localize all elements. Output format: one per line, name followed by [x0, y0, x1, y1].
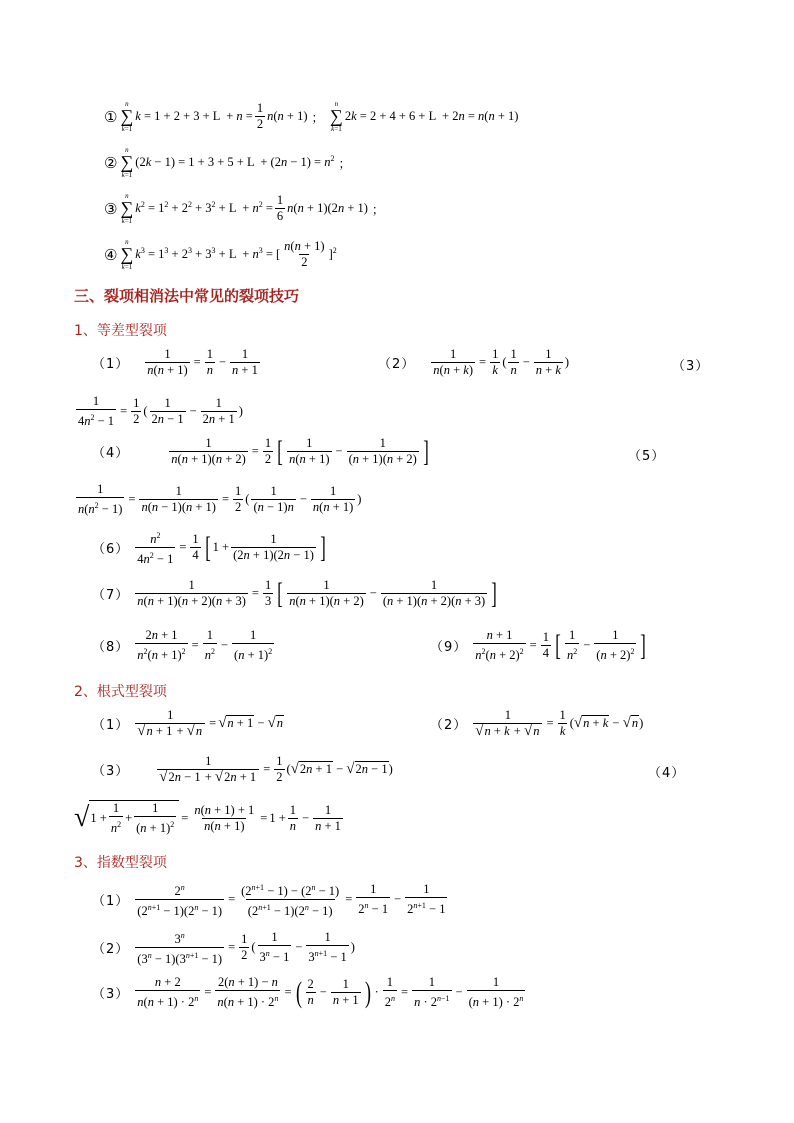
item-label: （5）	[628, 449, 666, 464]
item-label: （9）	[430, 640, 468, 656]
sigma-symbol: n ∑ k=1	[120, 100, 134, 133]
sigma-symbol: n ∑ k=1	[330, 100, 343, 133]
label-circled-1: ①	[104, 107, 118, 126]
item-label: （2）	[430, 718, 468, 733]
item-label: （2）	[92, 942, 130, 958]
item-label: （1）	[92, 357, 130, 372]
label-circled-2: ②	[104, 153, 118, 172]
formula-2: ② n ∑ k=1 $(2k - 1) = 1 + 3 + 5 + L + (2n - 1) = n^2$ ；	[104, 146, 351, 179]
tail-semicolon: ；	[338, 155, 351, 171]
formula-b4-label	[648, 762, 685, 781]
formula-b4: √ 1 + $\frac{1}{n^2}$ + $\frac{1}{(n + 1)^2}$ = $\frac{n(n + 1) + 1}{n(n + 1)}$ = 1 + $\frac{1}{n}$ − $\frac{1}{n + 1}$	[74, 801, 341, 836]
formula-4: ④ n ∑ k=1 $k^3 = 1^3 + 2^3 + 3^3 + L + n^3$ = [ $\frac{n(n + 1)}{2}$ ]$^2$	[104, 238, 337, 271]
formula-a1: （1） $\frac{1}{n(n + 1)}$ = $\frac{1}{n}$ − $\frac{1}{n + 1}$	[92, 347, 258, 377]
item-label: （3）	[92, 987, 130, 1003]
item-label: （3）	[92, 764, 130, 779]
sigma-symbol: n ∑ k=1	[120, 146, 134, 179]
label-circled-4: ④	[104, 245, 118, 264]
item-label: （7）	[92, 588, 130, 603]
item-label: （8）	[92, 640, 130, 656]
item-label: （6）	[92, 542, 130, 558]
formula-1: ① n ∑ k=1 k = 1 + 2 + 3 + L + n = $\frac{1}{2}$ n(n + 1) ； n ∑ k=1 2k = 2 + 4 + 6 + L + 2n = n(n + 1)	[104, 100, 519, 133]
item-label: （1）	[92, 894, 130, 910]
formula-b2: （2） $\frac{1}{√n + k + √n}$ = $\frac{1}{k}$ (√n + k − √n)	[430, 708, 644, 739]
item-label: （3）	[672, 359, 710, 374]
section-title: 三、裂项相消法中常见的裂项技巧	[74, 287, 300, 305]
formula-c2: （2） $\frac{3^n}{(3^n - 1)(3^{n+1} - 1)}$ = $\frac{1}{2}$ ( $\frac{1}{3^n - 1}$ − $\frac{1}{3^{n+1} - 1}$ )	[92, 930, 355, 967]
formula-c1: （1） $\frac{2^n}{(2^{n+1} - 1)(2^n - 1)}$ = $\frac{(2^{n+1} - 1) - (2^n - 1)}{(2^{n+1} - 1)(2^n - 1)}$ = $\frac{1}{2^n - 1}$ − $\frac{1}{2^{n+1} - 1}$	[92, 882, 446, 919]
formula-3: ③ n ∑ k=1 $k^2 = 1^2 + 2^2 + 3^2 + L + n^2$ = $\frac{1}{6}$ n(n + 1)(2n + 1) ；	[104, 192, 385, 225]
formula-a2: （2） $\frac{1}{n(n + k)}$ = $\frac{1}{k}$ ( $\frac{1}{n}$ − $\frac{1}{n + k}$ )	[378, 347, 570, 377]
formula-a5-label	[628, 445, 665, 464]
sigma-symbol: n ∑ k=1	[120, 192, 134, 225]
label-circled-3: ③	[104, 199, 118, 218]
formula-a3-label	[672, 355, 709, 374]
formula-a4: （4） $\frac{1}{n(n + 1)(n + 2)}$ = $\frac{1}{2}$ [ $\frac{1}{n(n + 1)}$ − $\frac{1}{(n + 1)(n + 2)}$ ]	[92, 434, 429, 468]
formula-a6: （6） $\frac{n^2}{4n^2 - 1}$ = $\frac{1}{4}$ [ 1 + $\frac{1}{(2n + 1)(2n - 1)}$ ]	[92, 530, 326, 567]
sigma-symbol: n ∑ k=1	[120, 238, 134, 271]
subsection-title-exponential: 3、指数型裂项	[74, 855, 167, 871]
subsection-title-radical: 2、根式型裂项	[74, 684, 167, 700]
formula-a7: （7） $\frac{1}{n(n + 1)(n + 2)(n + 3)}$ = $\frac{1}{3}$ [ $\frac{1}{n(n + 1)(n + 2)}$ − $\frac{1}{(n + 1)(n + 2)(n + 3)}$ ]	[92, 576, 497, 610]
formula-a3: $\frac{1}{4n^2 - 1}$ = $\frac{1}{2}$ ( $\frac{1}{2n - 1}$ − $\frac{1}{2n + 1}$ )	[78, 394, 243, 429]
item-label: （4）	[648, 766, 686, 781]
formula-a8: （8） $\frac{2n + 1}{n^2(n + 1)^2}$ = $\frac{1}{n^2}$ − $\frac{1}{(n + 1)^2}$	[92, 628, 273, 663]
formula-b1: （1） $\frac{1}{√n + 1 + √n}$ = √n + 1 − √n	[92, 708, 284, 739]
formula-b3: （3） $\frac{1}{√2n - 1 + √2n + 1}$ = $\frac{1}{2}$ (√2n + 1 − √2n − 1)	[92, 754, 393, 785]
separator: ；	[311, 109, 324, 125]
subsection-title-arithmetic: 1、等差型裂项	[74, 323, 167, 339]
item-label: （1）	[92, 718, 130, 733]
formula-c3: （3） $\frac{n + 2}{n(n + 1) \cdot 2^n}$ = $\frac{2(n + 1) - n}{n(n + 1) \cdot 2^n}$ = ( $\frac{2}{n}$ − $\frac{1}{n + 1}$ ) · $\frac{1}{2^n}$ = $\frac{1}{n \cdot 2^{n-1}}$ − $\frac{1}{(n + 1) \cdot 2^n}$	[92, 975, 524, 1010]
item-label: （2）	[378, 357, 416, 372]
formula-a9: （9） $\frac{n + 1}{n^2(n + 2)^2}$ = $\frac{1}{4}$ [ $\frac{1}{n^2}$ − $\frac{1}{(n + 2)^2}$ ]	[430, 628, 647, 663]
formula-a5: $\frac{1}{n(n^2 - 1)}$ = $\frac{1}{n(n - 1)(n + 1)}$ = $\frac{1}{2}$ ( $\frac{1}{(n - 1)n}$ − $\frac{1}{n(n + 1)}$ )	[78, 482, 362, 517]
tail-semicolon: ；	[371, 201, 385, 217]
item-label: （4）	[92, 446, 130, 461]
